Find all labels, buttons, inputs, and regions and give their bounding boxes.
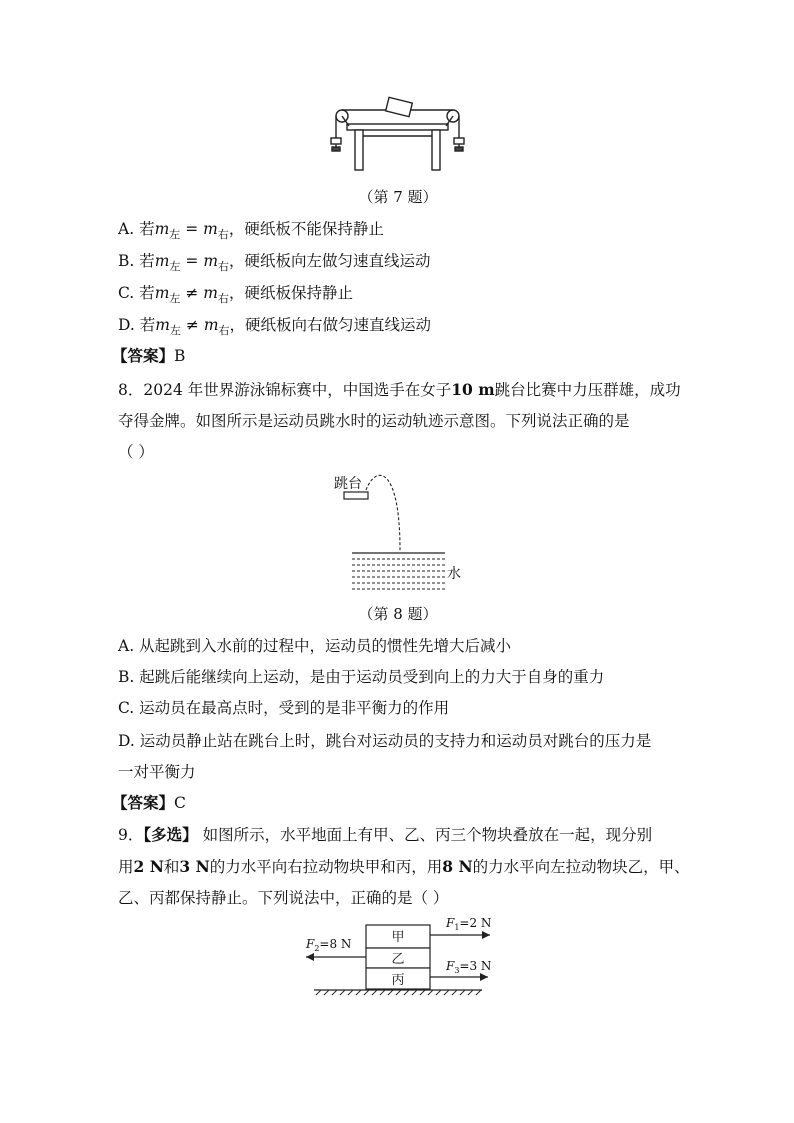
q8-option-c: C. 运动员在最高点时，受到的是非平衡力的作用 <box>118 699 450 717</box>
svg-text:甲: 甲 <box>391 930 405 945</box>
q8-option-d-cont: 一对平衡力 <box>118 763 196 781</box>
label-f1: $F_1=2$ N <box>446 916 492 932</box>
water-lines <box>352 559 445 589</box>
svg-text:丙: 丙 <box>391 973 405 988</box>
table-top <box>347 124 448 130</box>
pulley-right <box>447 110 459 122</box>
q7-figure <box>325 94 470 176</box>
label-f3: $F_3=3$ N <box>446 959 492 975</box>
q7-option-b: B. 若$m_左 = m_右$，硬纸板向左做匀速直线运动 <box>118 252 431 273</box>
weight-right <box>454 138 464 144</box>
q8-option-b: B. 起跳后能继续向上运动，是由于运动员受到向上的力大于自身的重力 <box>118 668 605 686</box>
cardboard <box>386 97 413 116</box>
q8-figure <box>330 470 470 595</box>
q7-caption: （第 7 题） <box>358 188 438 206</box>
q8-stem-line3: （ ） <box>118 443 154 461</box>
label-f2: $F_2=8$ N <box>306 937 352 953</box>
q8-stem-line2: 夺得金牌。如图所示是运动员跳水时的运动轨迹示意图。下列说法正确的是 <box>118 412 630 430</box>
q9-stem-line3: 乙、丙都保持静止。下列说法中，正确的是（ ） <box>118 889 449 907</box>
q8-answer: 【答案】C <box>112 793 186 812</box>
q9-figure <box>300 910 500 1000</box>
ground-hatch <box>316 990 481 995</box>
table-leg-left <box>355 130 363 170</box>
q7-option-c: C. 若$m_左 \ne m_右$，硬纸板保持静止 <box>118 284 353 305</box>
diving-platform <box>344 492 368 499</box>
table-leg-right <box>432 130 440 170</box>
q9-stem-line1: 9．【多选】 如图所示，水平地面上有甲、乙、丙三个物块叠放在一起，现分别 <box>118 825 653 844</box>
q8-stem-line1: 8．2024 年世界游泳锦标赛中，中国选手在女子10 m跳台比赛中力压群雄，成功 <box>118 380 681 399</box>
q7-answer: 【答案】B <box>112 346 186 365</box>
q9-stem-line2: 用2 N和3 N的力水平向右拉动物块甲和丙，用8 N的力水平向左拉动物块乙，甲、 <box>118 857 690 876</box>
platform-label: 跳台 <box>334 476 362 492</box>
q8-caption: （第 8 题） <box>358 605 438 623</box>
weight-left <box>331 138 341 144</box>
q7-option-d: D. 若$m_左 \ne m_右$，硬纸板向右做匀速直线运动 <box>118 316 432 337</box>
water-label: 水 <box>447 566 461 582</box>
q7-option-a: A. 若$m_左 = m_右$，硬纸板不能保持静止 <box>118 220 384 241</box>
q8-option-a: A. 从起跳到入水前的过程中，运动员的惯性先增大后减小 <box>118 637 512 655</box>
trajectory <box>366 475 400 550</box>
svg-text:乙: 乙 <box>391 952 405 967</box>
q8-option-d: D. 运动员静止站在跳台上时，跳台对运动员的支持力和运动员对跳台的压力是 <box>118 732 652 750</box>
